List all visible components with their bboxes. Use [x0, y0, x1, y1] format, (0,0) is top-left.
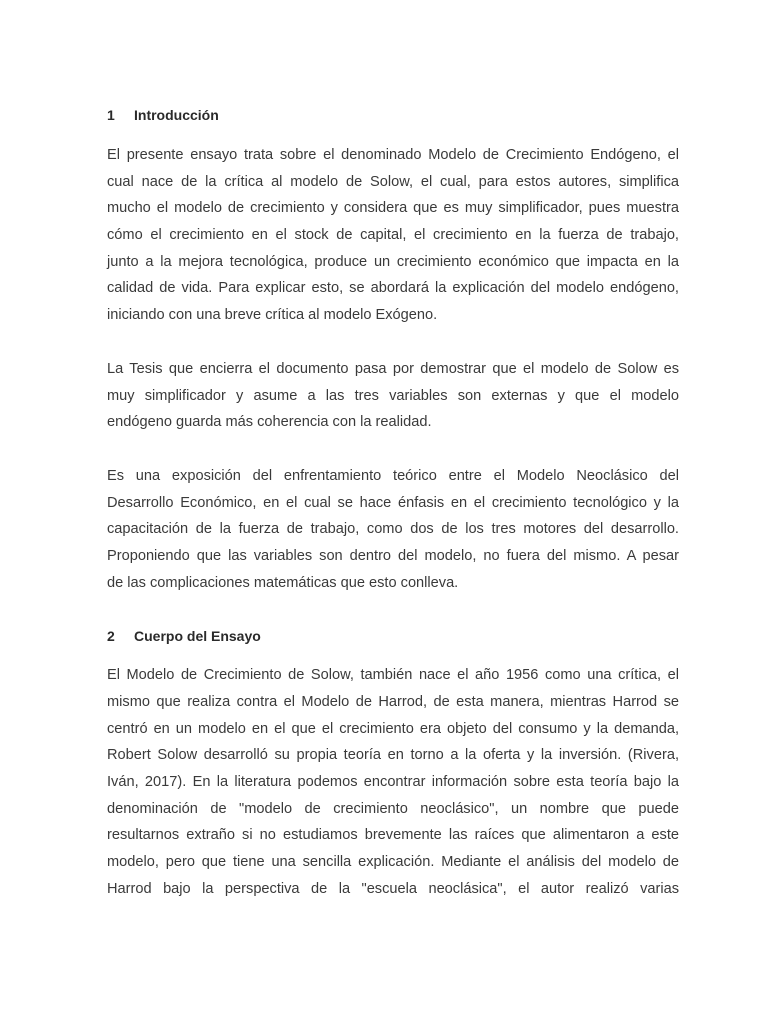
- section-number: 1: [107, 107, 115, 123]
- section-title: Introducción: [134, 107, 219, 123]
- paragraph: [107, 662, 679, 902]
- text-line: La Tesis que encierra el documento pasa por demostrar que el modelo de Solow es: [107, 360, 679, 377]
- paragraph: [107, 356, 679, 436]
- paragraph: [107, 463, 679, 596]
- text-line: Es una exposición del enfrentamiento teórico entre el Modelo Neoclásico del: [107, 467, 679, 484]
- section-heading-introduccion: [107, 102, 679, 128]
- text-line: calidad de vida. Para explicar esto, se abordará la explicación del modelo endógeno,: [107, 280, 679, 297]
- section-number: 2: [107, 628, 115, 645]
- text-line: Robert Solow desarrolló su propia teoría en torno a la oferta y la inversión. (Rivera,: [107, 747, 679, 764]
- text-line: junto a la mejora tecnológica, produce un crecimiento económico que impacta en la: [107, 253, 679, 270]
- text-line: capacitación de la fuerza de trabajo, como dos de los tres motores del desarrollo.: [107, 521, 679, 538]
- text-line: denominación de "modelo de crecimiento neoclásico", un nombre que puede: [107, 800, 679, 817]
- section-heading-cuerpo-del-ensayo: [107, 623, 679, 649]
- paragraph: [107, 142, 679, 329]
- document-page: [107, 100, 679, 903]
- text-line: El presente ensayo trata sobre el denominado Modelo de Crecimiento Endógeno, el: [107, 147, 679, 163]
- text-line: El Modelo de Crecimiento de Solow, también nace el año 1956 como una crítica, el: [107, 667, 679, 684]
- text-line: endógeno guarda más coherencia con la realidad.: [107, 414, 432, 431]
- text-line: modelo, pero que tiene una sencilla explicación. Mediante el análisis del modelo de: [107, 854, 679, 871]
- section-title: Cuerpo del Ensayo: [134, 628, 261, 645]
- text-line: de las complicaciones matemáticas que esto conlleva.: [107, 574, 459, 591]
- text-line: centró en un modelo en el que el crecimiento era objeto del consumo y la demanda,: [107, 720, 679, 737]
- text-line: muy simplificador y asume a las tres variables son externas y que el modelo: [107, 387, 679, 404]
- text-line: resultarnos extraño si no estudiamos brevemente las raíces que alimentaron a este: [107, 827, 679, 844]
- text-line: cómo el crecimiento en el stock de capital, el crecimiento en la fuerza de trabajo,: [107, 227, 679, 244]
- text-line: Iván, 2017). En la literatura podemos encontrar información sobre esta teoría bajo la: [107, 774, 679, 791]
- text-line: Harrod bajo la perspectiva de la "escuela neoclásica", el autor realizó varias: [107, 880, 679, 897]
- text-line: mismo que realiza contra el Modelo de Harrod, de esta manera, mientras Harrod se: [107, 694, 679, 710]
- text-line: mucho el modelo de crecimiento y considera que es muy simplificador, pues muestra: [107, 200, 679, 217]
- text-line: iniciando con una breve crítica al modelo Exógeno.: [107, 307, 438, 324]
- text-line: Desarrollo Económico, en el cual se hace énfasis en el crecimiento tecnológico y la: [107, 494, 679, 511]
- text-line: Proponiendo que las variables son dentro del modelo, no fuera del mismo. A pesar: [107, 547, 679, 564]
- text-line: cual nace de la crítica al modelo de Solow, el cual, para estos autores, simplifica: [107, 173, 679, 190]
